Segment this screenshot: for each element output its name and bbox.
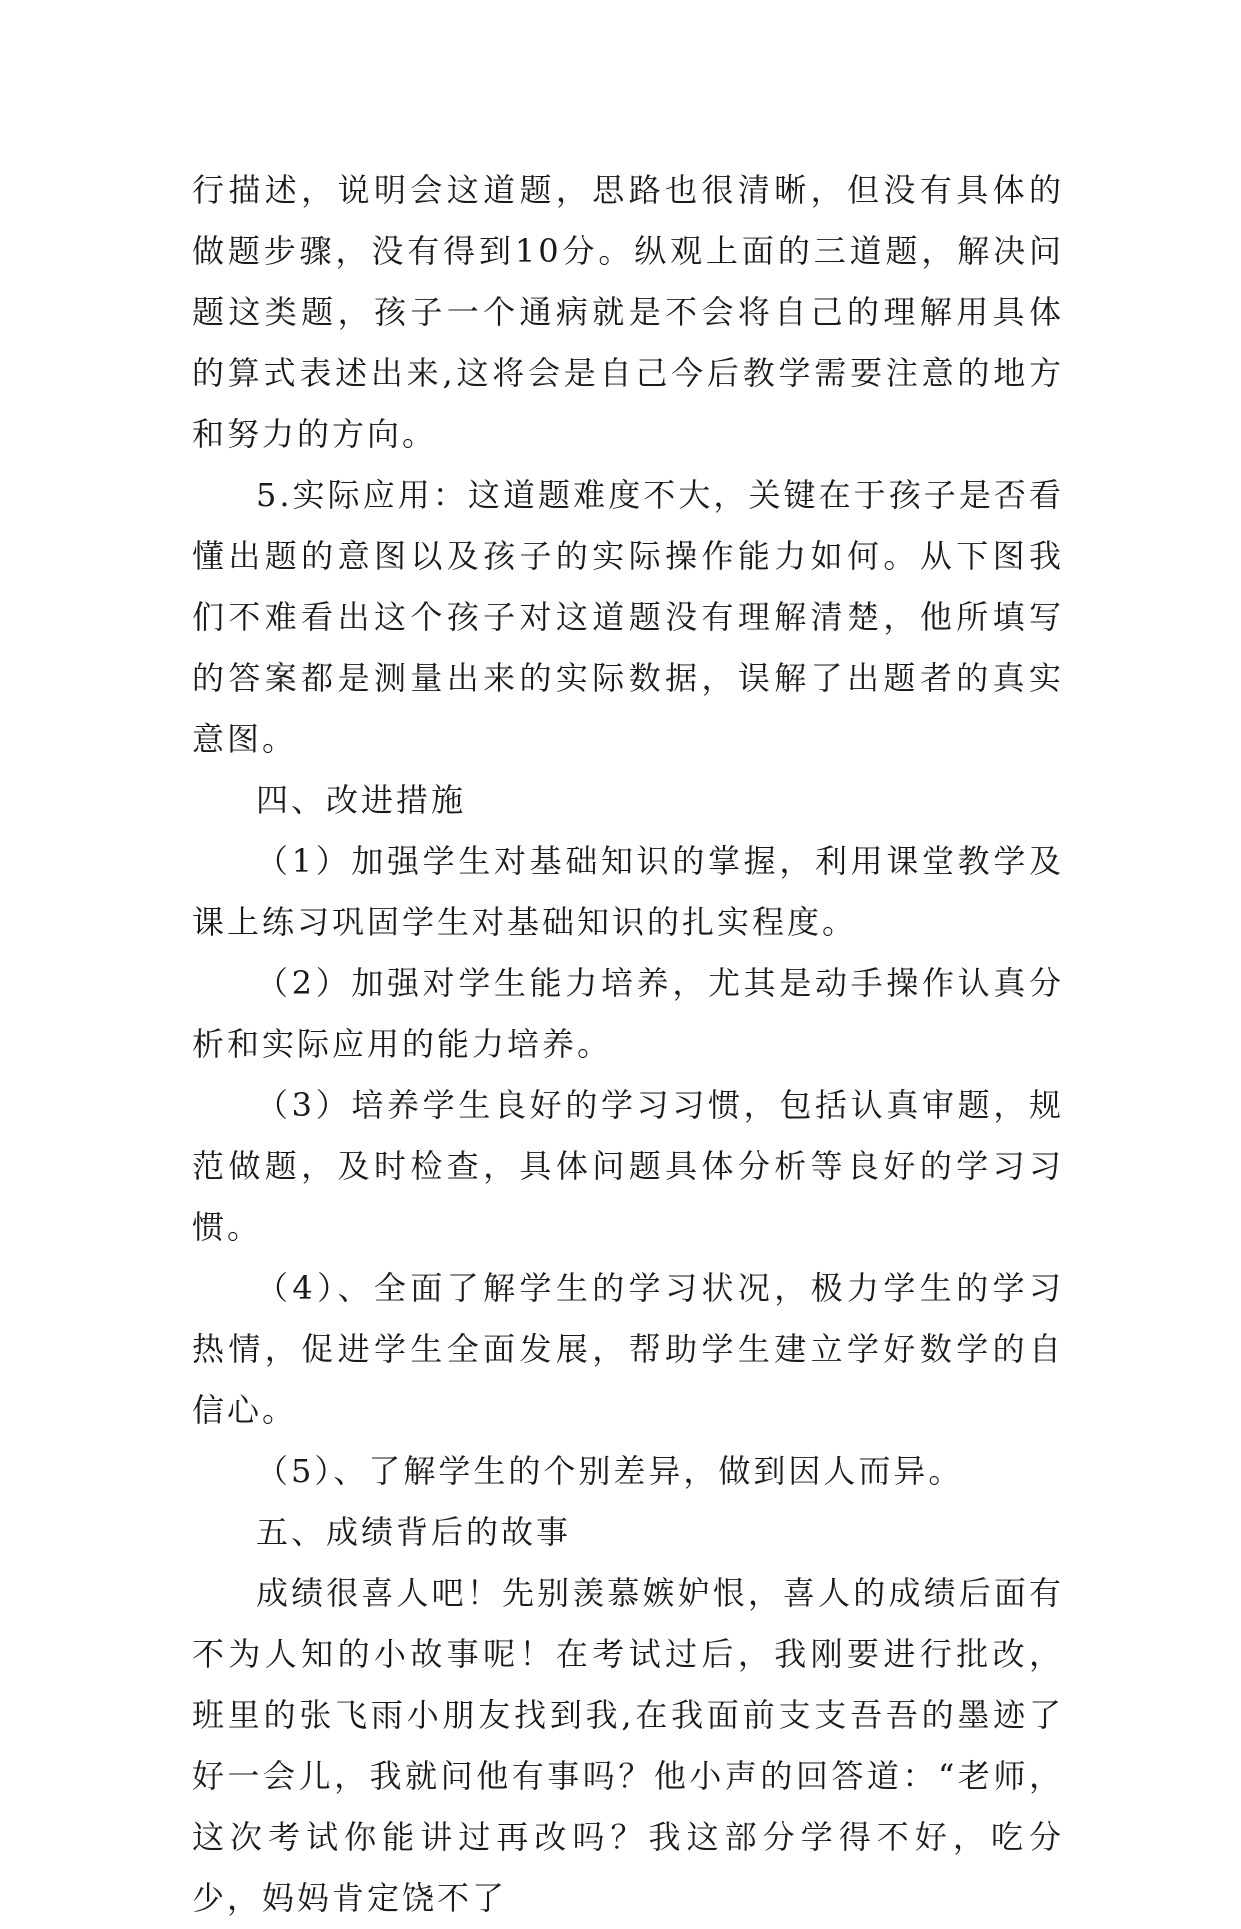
list-item-measure-2: （2）加强对学生能力培养，尤其是动手操作认真分析和实际应用的能力培养。 — [192, 964, 1064, 1063]
list-item-measure-3: （3）培养学生良好的学习习惯，包括认真审题，规范做题，及时检查，具体问题具体分析等良好的学习习惯。 — [192, 1086, 1064, 1246]
paragraph-story: 成绩很喜人吧！先别羡慕嫉妒恨，喜人的成绩后面有不为人知的小故事呢！在考试过后，我刚要进行批改，班里的张飞雨小朋友找到我,在我面前支支吾吾的墨迹了好一会儿，我就问他有事吗？他小声的回答道：“老师，这次考试你能讲过再改吗？我这部分学得不好，吃分少，妈妈肯定饶不了 — [192, 1574, 1064, 1917]
section-heading-improvement-measures: 四、改进措施 — [256, 781, 467, 819]
document-page — [192, 160, 1064, 1929]
paragraph-problem-solving-continued: 行描述，说明会这道题，思路也很清晰，但没有具体的做题步骤，没有得到10分。纵观上面的三道题，解决问题这类题，孩子一个通病就是不会将自己的理解用具体的算式表述出来,这将会是自己今后教学需要注意的地方和努力的方向。 — [192, 171, 1064, 453]
list-item-measure-5: （5）、了解学生的个别差异，做到因人而异。 — [256, 1452, 964, 1490]
list-item-measure-1: （1）加强学生对基础知识的掌握，利用课堂教学及课上练习巩固学生对基础知识的扎实程度。 — [192, 842, 1064, 941]
list-item-measure-4: （4）、全面了解学生的学习状况，极力学生的学习热情，促进学生全面发展，帮助学生建立学好数学的自信心。 — [192, 1269, 1064, 1429]
section-heading-story-behind-scores: 五、成绩背后的故事 — [256, 1513, 572, 1551]
paragraph-practical-application: 5.实际应用：这道题难度不大，关键在于孩子是否看懂出题的意图以及孩子的实际操作能力如何。从下图我们不难看出这个孩子对这道题没有理解清楚，他所填写的答案都是测量出来的实际数据，误解了出题者的真实意图。 — [192, 476, 1064, 758]
